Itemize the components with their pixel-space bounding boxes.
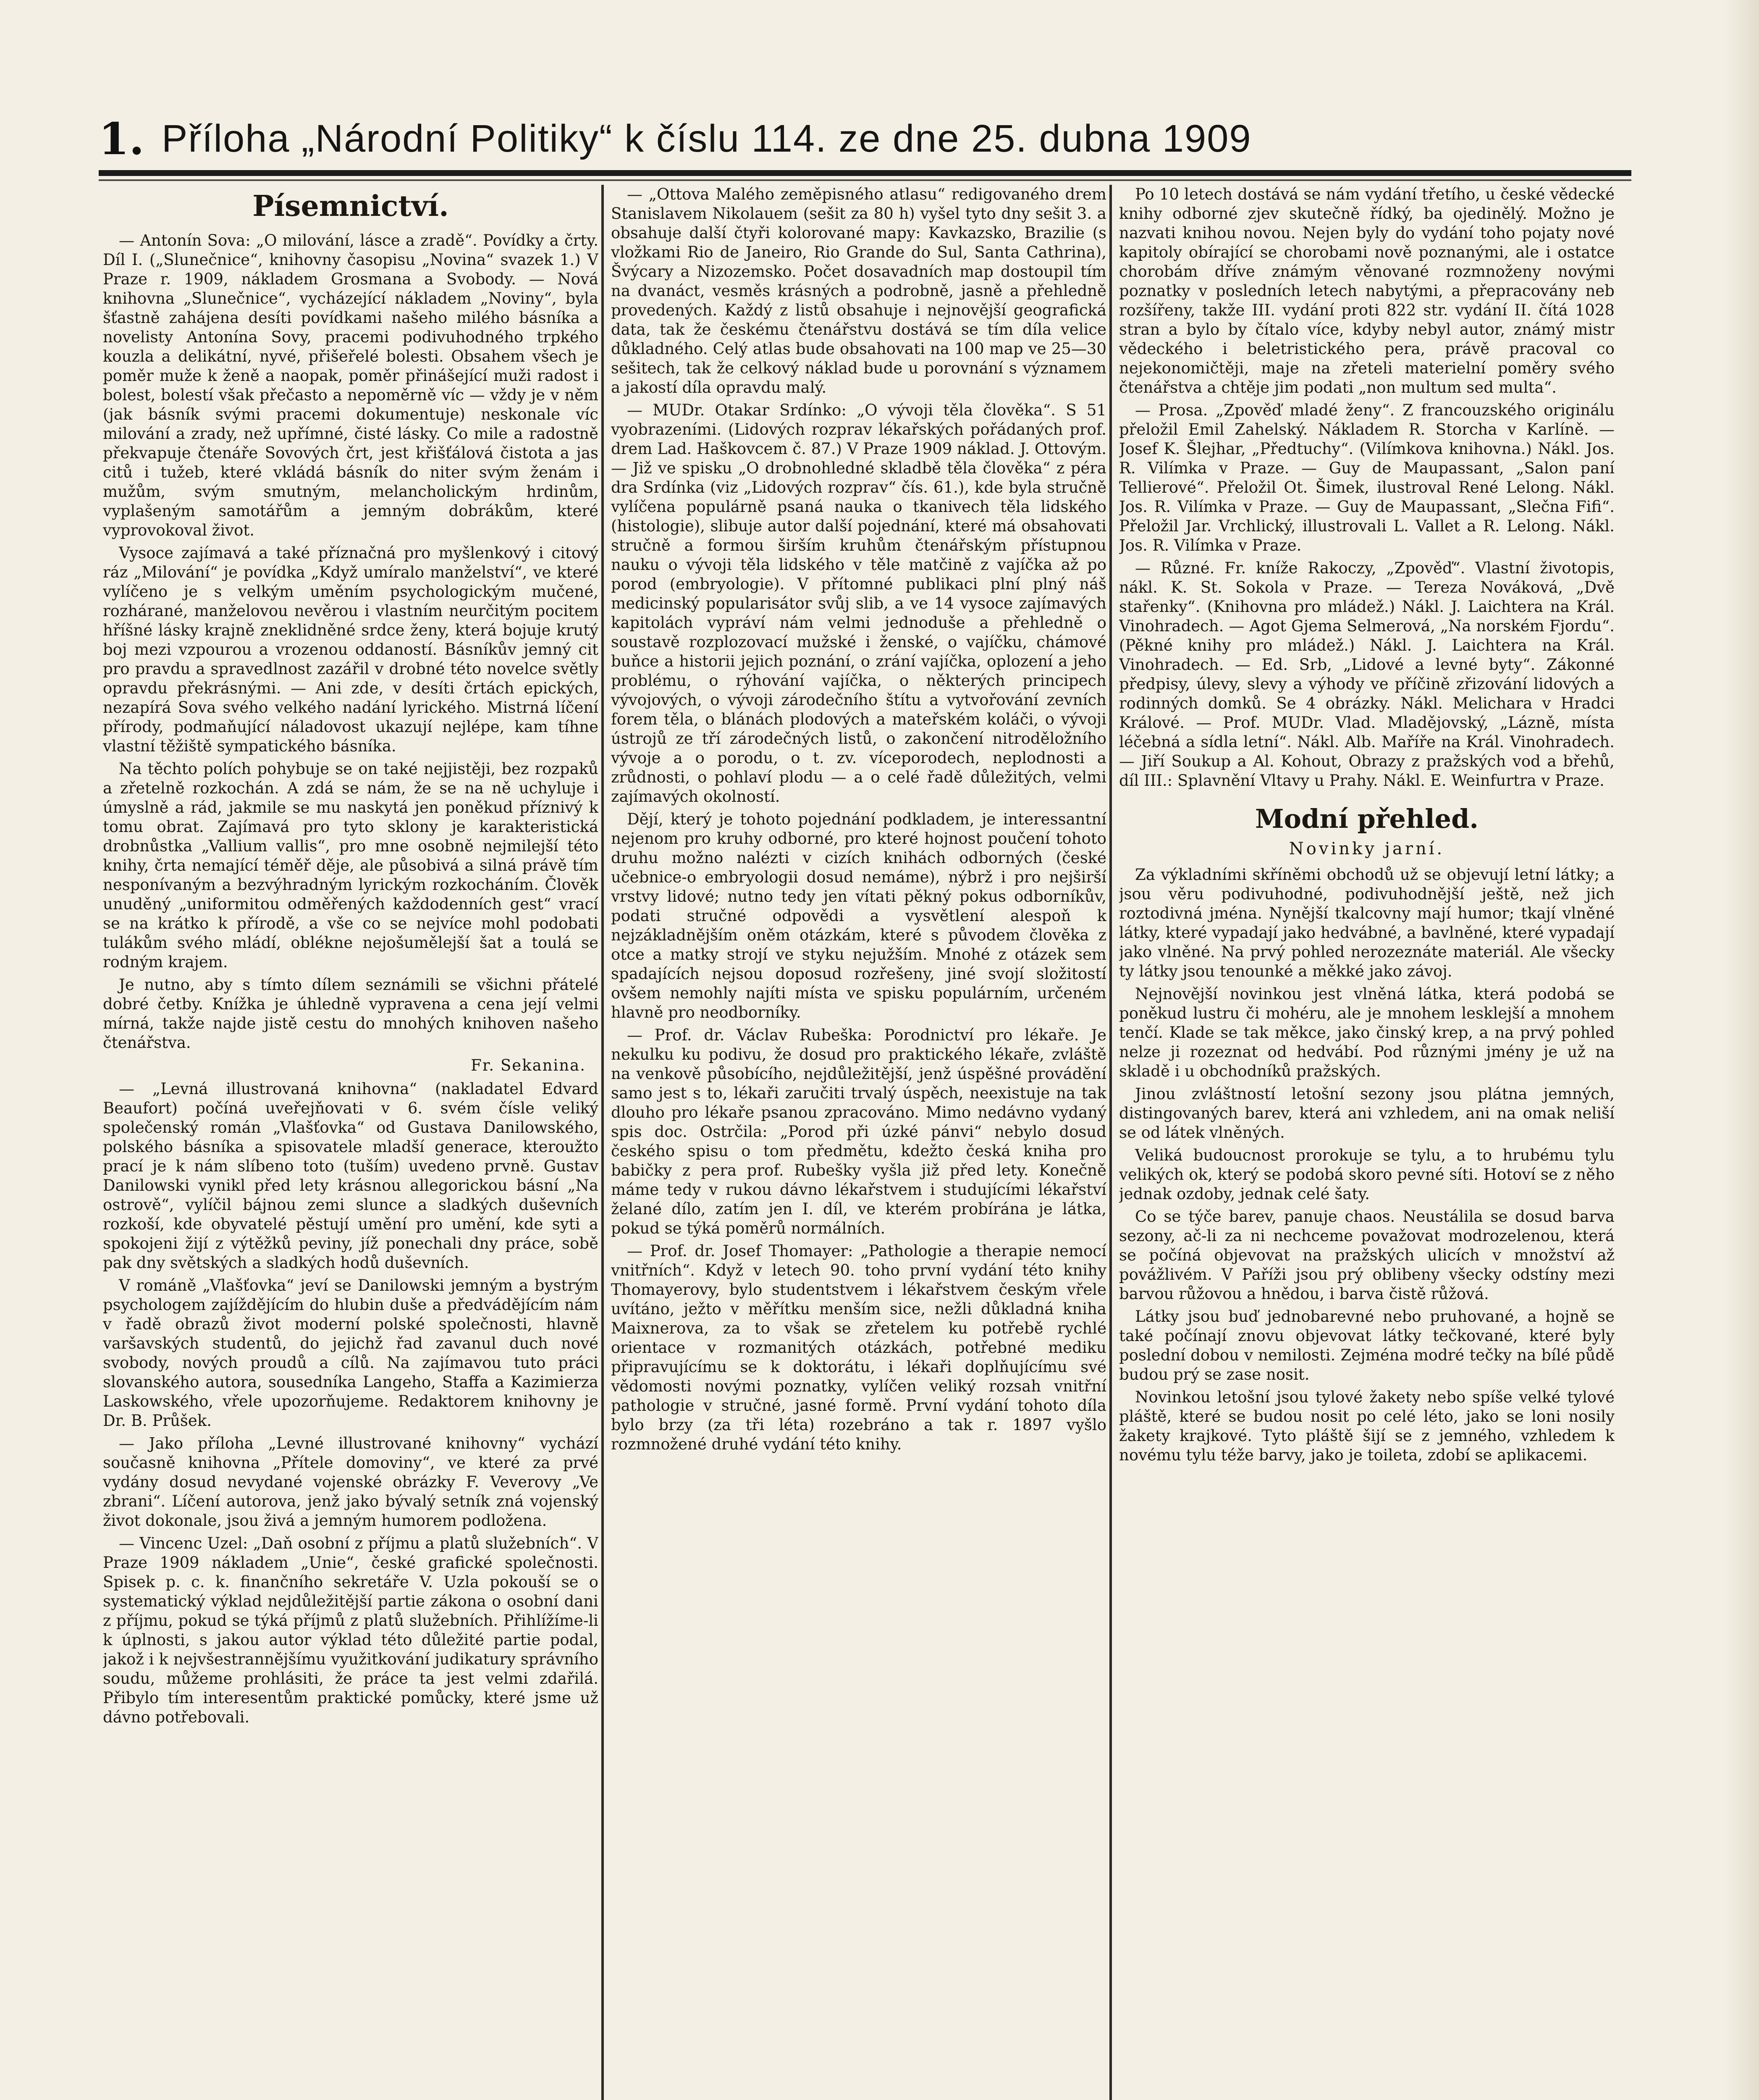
column-1 bbox=[103, 185, 598, 2100]
article-sova-cont-2: Na těchto polích pohybuje se on také nejjistěji, bez rozpaků a zřetelně rozkochán. A zdá se nám, že se na ně uchyluje i úmyslně a rád, jakmile se mu naskytá jen poněkud příznivý k tomu obrat. Zajímavá pro tyto sklony je karakteristická drobnůstka „Vallium vallis“, pro mne osobně nejmilejší této knihy, črta nemající téměř děje, ale působivá a silná právě tím nesponívaným a bezvýhradným lyrickým rozkocháním. Člověk unuděný „uniformitou odměřených každodenních gest“ vrací se na krátko k přírodě, a vše co se nejvíce mohl podobati tulákům svého mládí, oblékne nejošumělejší šat a toulá se rodným krajem. bbox=[103, 760, 598, 971]
article-srdinko-cont: Dějí, který je tohoto pojednání podkladem, je interessantní nejenom pro kruhy odborné, pro které hojnost poučení tohoto druhu možno nalézti v cizích knihách odborných (české učebnice-o embryologii dosud nemáme), nýbrž i pro nejširší vrstvy lidové; nutno tedy jen vítati pěkný pokus odborníkův, podati stručné odpovědi a vysvětlení alespoň k nejzákladnějším oněm otázkám, které s původem člověka z otce a matky strojí ve styku nejužším. Mnohé z otázek sem spadajících nejsou doposud rozřešeny, jiné svojí složitostí ovšem nemohly najíti místa ve spisku populárním, určeném hlavně pro neodborníky. bbox=[611, 810, 1106, 1021]
fashion-paragraph: Jinou zvláštností letošní sezony jsou plátna jemných, distingovaných barev, která ani vzhledem, ani na omak neliší se od látek vlněných. bbox=[1119, 1085, 1615, 1142]
fashion-paragraph: Za výkladními skříněmi obchodů už se objevují letní látky; a jsou věru podivuhodné, podivuhodnější ještě, než jich roztodivná jména. Nynější tkalcovny mají humor; tkají vlněné látky, které vypadají jako hedvábné, a bavlněné, které vypadají jako vlněné. Na prvý pohled nerozeznáte materiál. Ale všecky ty látky jsou tenounké a měkké jako závoj. bbox=[1119, 866, 1615, 980]
article-levna-knihovna: — „Levná illustrovaná knihovna“ (nakladatel Edvard Beaufort) počíná uveřejňovati v 6. svém čísle veliký společenský román „Vlašťovka“ od Gustava Danilowského, polského básníka a spisovatele mladší generace, kteroužto prací je k nám slíbeno toto (tuším) uvedeno prvně. Gustav Danilowski vynikl před lety krásnou allegorickou básní „Na ostrově“, vylíčil bájnou zemi slunce a sladkých duševních rozkoší, kde obyvatelé pěstují umění pro umění, kde syti a spokojeni žijí z výtěžků peviny, jíž ponechali dny práce, sobě pak dny světských a sladkých hodů duševních. bbox=[103, 1080, 598, 1272]
page-number: 1. bbox=[99, 113, 144, 165]
column-separator-1 bbox=[601, 185, 604, 2100]
author-signature: Fr. Sekanina. bbox=[471, 1056, 586, 1074]
fashion-paragraph: Novinkou letošní jsou tylové žakety nebo spíše velké tylové pláště, které se budou nosit po celé léto, jako se loni nosily žakety krajkové. Tyto pláště šijí se z jemného, vzhledem k novému tylu téže barvy, jako je toileta, zdobí se aplikacemi. bbox=[1119, 1388, 1615, 1464]
article-thomayer: — Prof. dr. Josef Thomayer: „Pathologie a therapie nemocí vnitřních“. Když v letech 90. toho první vydání této knihy Thomayerovy, bylo studentstvem i lékařstvem českým vřele uvítáno, ježto v měřítku menším sice, nežli důkladná kniha Maixnerova, za to však se zřetelem ku potřebě rychlé orientace v rozmanitých otázkách, potřebné mediku připravujícímu se k doktorátu, i lékaři doplňujícímu své vědomosti novými poznatky, vylíčen veliký rozsah vnitřní pathologie v stručné, jasné formě. První vydání tohoto díla bylo brzy (za tři léta) rozebráno a tak r. 1897 vyšlo rozmnožené druhé vydání této knihy. bbox=[611, 1242, 1106, 1453]
column-3 bbox=[1119, 185, 1615, 2100]
column-2 bbox=[611, 185, 1106, 2100]
section-heading-literature: Písemnictví. bbox=[252, 189, 449, 223]
article-ottuv-atlas: — „Ottova Malého zeměpisného atlasu“ redigovaného drem Stanislavem Nikolauem (sešit za 80 h) vyšel tyto dny sešit 3. a obsahuje další čtyři kolorované mapy: Kavkazsko, Brazilie (s vložkami Rio de Janeiro, Rio Grande do Sul, Santa Cathrina), Švýcary a Nizozemsko. Počet dosavadních map dostoupil tím na dvanáct, vesměs krásných a podrobně, jasně a přehledně provedených. Každý z listů obsahuje i nejnovější geografická data, tak že českému čtenářstvu dostává se tím díla velice důkladného. Celý atlas bude obsahovati na 100 map ve 25—30 sešitech, tak že celkový náklad bude u porovnání s významem a jakostí díla opravdu malý. bbox=[611, 185, 1106, 396]
page-edge-shadow bbox=[1725, 0, 1759, 2100]
fashion-paragraph: Nejnovější novinkou jest vlněná látka, která podobá se poněkud lustru či mohéru, ale je mnohem lesklejší a mnohem tenčí. Klade se tak měkce, jako činský krep, a na prvý pohled nelze ji rozeznat od hedvábí. Pod různými jmény je už na skladě i u obchodníků pražských. bbox=[1119, 985, 1615, 1080]
article-vlastovka: V románě „Vlašťovka“ jeví se Danilowski jemným a bystrým psychologem zajíždějícím do hlubin duše a předvádějícím nám v řadě obrazů život moderní polské společnosti, hlavně varšavských studentů, do jejichž řad zavanul duch nové svobody, nových proudů a cílů. Na zajímavou tuto práci slovanského autora, sousedníka Langeho, Staffa a Kazimierza Laskowského, vřele upozorňujeme. Redaktorem knihovny je Dr. B. Průšek. bbox=[103, 1276, 598, 1430]
section-subheading-fashion: Novinky jarní. bbox=[1289, 839, 1445, 858]
article-sova-cont-1: Vysoce zajímavá a také příznačná pro myšlenkový i citový ráz „Milování“ je povídka „Když umíralo manželství“, ve které vylíčeno je s velkým uměním psychologickým mučené, rozhárané, manželovou nevěrou i vlastním neurčitým pocitem hříšné lásky krajně zneklidněné srdce ženy, která bojuje krutý boj mezi vzpourou a vrozenou oddaností. Básníkův jemný cit pro pravdu a spravedlnost zazářil v drobné této novelce světly opravdu překrásnými. — Ani zde, v desíti črtách epických, nezapírá Sova svého velkého nadání lyrického. Mistrná líčení přírody, podmaňující náladovost ukazují nejlépe, kam tíhne vlastní těžiště sympatického básníka. bbox=[103, 544, 598, 755]
article-rubeska: — Prof. dr. Václav Rubeška: Porodnictví pro lékaře. Je nekulku ku podivu, že dosud pro praktického lékaře, zvláště na venkově působícího, nejdůležitější, jenž úspěšné provádění samo jest s to, lékaři zaručiti trvalý úspěch, neexistuje na tak dlouho pro lékaře psanou zpracováno. Mimo nedávno vydaný spis doc. Ostrčila: „Porod při úzké pánvi“ nebylo dosud českého spisu o tom předmětu, kdežto česká kniha pro babičky z pera prof. Rubešky vyšla již před lety. Konečně máme tedy v rukou dávno lékařstvem i studujícími lékařství želané dílo, zatím jen I. díl, ve kterém probírána je látka, pokud se týká poměrů normálních. bbox=[611, 1026, 1106, 1237]
article-sova: — Antonín Sova: „O milování, lásce a zradě“. Povídky a črty. Díl I. („Slunečnice“, knihovny časopisu „Novina“ svazek 1.) V Praze r. 1909, nákladem Grosmana a Svobody. — Nová knihovna „Slunečnice“, vycházející nákladem „Noviny“, byla šťastně zahájena desíti povídkami našeho milého básníka a novelisty Antonína Sovy, pracemi podivuhodného trpkého kouzla a delikátní, nyvé, přišeřelé bolesti. Obsahem všech je poměr muže k ženě a naopak, poměr přinášející muži radost i bolest, bolestí však přečasto a nepoměrně víc — vždy je v něm (jak básník svými pracemi dokumentuje) neskonale víc milování a zrady, než upřímné, čisté lásky. Co mile a radostně překvapuje čtenáře Sovových črt, jest křišťálová čistota a jas citů i tužeb, které vkládá básník do niter svým ženám i mužům, svým smutným, melancholickým hrdinům, vyplašeným samotářům a jemným dobrákům, které vyprovokoval život. bbox=[103, 231, 598, 539]
article-srdinko: — MUDr. Otakar Srdínko: „O vývoji těla člověka“. S 51 vyobrazeními. (Lidových rozprav lékařských pořádaných prof. drem Lad. Haškovcem č. 87.) V Praze 1909 náklad. J. Ottovým. — Již ve spisku „O drobnohledné skladbě těla člověka“ z péra dra Srdínka (viz „Lidových rozprav“ čís. 61.), kde byla stručně vylíčena populárně psaná nauka o tkanivech těla lidského (histologie), slibuje autor další pojednání, které má obsahovati stručně a formou širším kruhům čtenářským přístupnou nauku o vývoji těla lidského v těle matčině z vajíčka až po porod (embryologie). V přítomné publikaci plní plný náš medicinský popularisátor svůj slib, a ve 14 vysoce zajímavých kapitolách vypráví nám velmi jednoduše a přehledně o soustavě rozplozovací mužské i ženské, o vajíčku, chámové buňce a historii jejich poznání, o zrání vajíčka, oplození a jeho problému, o rýhování vajíčka, o některých principech vývojových, o vývoji zárodečního štítu a vytvořování zevních forem těla, o blánách plodových a mateřském koláči, o vývoji ústrojů ze tří zárodečných listů, o zakončení nitroděložního vývoje a o porodu, o t. zv. víceporodech, neplodnosti a zrůdnosti, o pohlaví plodu — a o celé řadě důležitých, velmi zajímavých okolností. bbox=[611, 401, 1106, 806]
header-rule bbox=[99, 170, 1631, 176]
column-separator-2 bbox=[1109, 185, 1112, 2100]
fashion-paragraph: Látky jsou buď jednobarevné nebo pruhované, a hojně se také počínají znovu objevovat látky tečkované, které byly poslední dobou v nemilosti. Zejména modré tečky na bílé půdě budou prý se zase nosit. bbox=[1119, 1307, 1615, 1383]
fashion-paragraph: Veliká budoucnost prorokuje se tylu, a to hrubému tylu velikých ok, který se podobá skoro pevné síti. Hotoví se z něho jednak ozdoby, jednak celé šaty. bbox=[1119, 1146, 1615, 1203]
list-ruzne: — Různé. Fr. kníže Rakoczy, „Zpověď“. Vlastní životopis, nákl. K. St. Sokola v Praze. — Tereza Nováková, „Dvě stařenky“. (Knihovna pro mládež.) Nákl. J. Laichtera na Král. Vinohradech. — Agot Gjema Selmerová, „Na norském Fjordu“. (Pěkné knihy pro mládež.) Nákl. J. Laichtera na Král. Vinohradech. — Ed. Srb, „Lidové a levné byty“. Zákonné předpisy, úlevy, slevy a výhody ve příčině zřizování lidových a rodinných domků. Se 4 obrázky. Nákl. Melichara v Hradci Králové. — Prof. MUDr. Vlad. Mladějovský, „Lázně, místa léčebná a sídla letní“. Nákl. Alb. Maříře na Král. Vinohradech. — Jiří Soukup a Al. Kohout, Obrazy z pražských vod a břehů, díl III.: Splavnění Vltavy u Prahy. Nákl. E. Weinfurtra v Praze. bbox=[1119, 559, 1615, 790]
page-header bbox=[99, 105, 1631, 172]
supplement-title: Příloha „Národní Politiky“ k číslu 114. ze dne 25. dubna 1909 bbox=[162, 117, 1252, 160]
header-rule-thin bbox=[99, 179, 1631, 181]
section-heading-fashion: Modní přehled. bbox=[1255, 803, 1479, 834]
article-thomayer-cont: Po 10 letech dostává se nám vydání třetího, u české vědecké knihy odborné zjev skutečně řídký, ba ojedinělý. Možno je nazvati knihou novou. Nejen byly do vydání toho pojaty nové kapitoly obírající se chorobami nově poznanými, ale i ostatce chorobám dříve známým věnované rozmnoženy novými poznatky v posledních letech nabytými, a přepracovány neb rozšířeny, takže III. vydání proti 822 str. vydání II. čítá 1028 stran a bylo by čítalo více, kdyby nebyl autor, známý mistr vědeckého i beletristického pera, právě pracoval co nejekonomičtěji, maje na zřeteli materielní poměry svého čtenářstva a chtěje jim podati „non multum sed multa“. bbox=[1119, 185, 1615, 396]
article-sova-cont-3: Je nutno, aby s tímto dílem seznámili se všichni přátelé dobré četby. Knížka je úhledně vypravena a cena její velmi mírná, takže najde jistě cestu do mnohých knihoven našeho čtenářstva. bbox=[103, 976, 598, 1052]
article-uzel: — Vincenc Uzel: „Daň osobní z příjmu a platů služebních“. V Praze 1909 nákladem „Unie“, české grafické společnosti. Spisek p. c. k. finančního sekretáře V. Uzla pokouší se o systematický výklad nejdůležitější partie zákona o osobní dani z příjmu, pokud se týká příjmů z platů služebních. Přihlížíme-li k úplnosti, s jakou autor výklad této důležité partie podal, jakož i k nejvšestrannějšímu využitkování judikatury správního soudu, můžeme prohlásiti, že práce ta jest velmi zdařilá. Přibylo tím interesentům praktické pomůcky, které jsme už dávno potřebovali. bbox=[103, 1534, 598, 1726]
list-prosa: — Prosa. „Zpověď mladé ženy“. Z francouzského originálu přeložil Emil Zahelský. Nákladem R. Storcha v Karlíně. — Josef K. Šlejhar, „Předtuchy“. (Vilímkova knihovna.) Nákl. Jos. R. Vilímka v Praze. — Guy de Maupassant, „Salon paní Tellierové“. Přeložil Ot. Šimek, ilustroval René Lelong. Nákl. Jos. R. Vilímka v Praze. — Guy de Maupassant, „Slečna Fifi“. Přeložil Jar. Vrchlický, illustrovali L. Vallet a R. Lelong. Nákl. Jos. R. Vilímka v Praze. bbox=[1119, 401, 1615, 554]
article-pritel-domoviny: — Jako příloha „Levné illustrované knihovny“ vychází současně knihovna „Přítele domoviny“, ve které za prvé vydány dosud nevydané vojenské obrázky F. Veverovy „Ve zbrani“. Líčení autorova, jenž jako bývalý setník zná vojenský život dokonale, jsou živá a jemným humorem podložena. bbox=[103, 1434, 598, 1530]
fashion-paragraph: Co se týče barev, panuje chaos. Neustálila se dosud barva sezony, ač-li za ni nechceme považovat modrozelenou, která se počíná objevovat na pražských ulicích v množství až povážlivém. V Paříži jsou prý oblibeny všecky odstíny mezi barvou růžovou a hnědou, i barva čistě růžová. bbox=[1119, 1208, 1615, 1303]
